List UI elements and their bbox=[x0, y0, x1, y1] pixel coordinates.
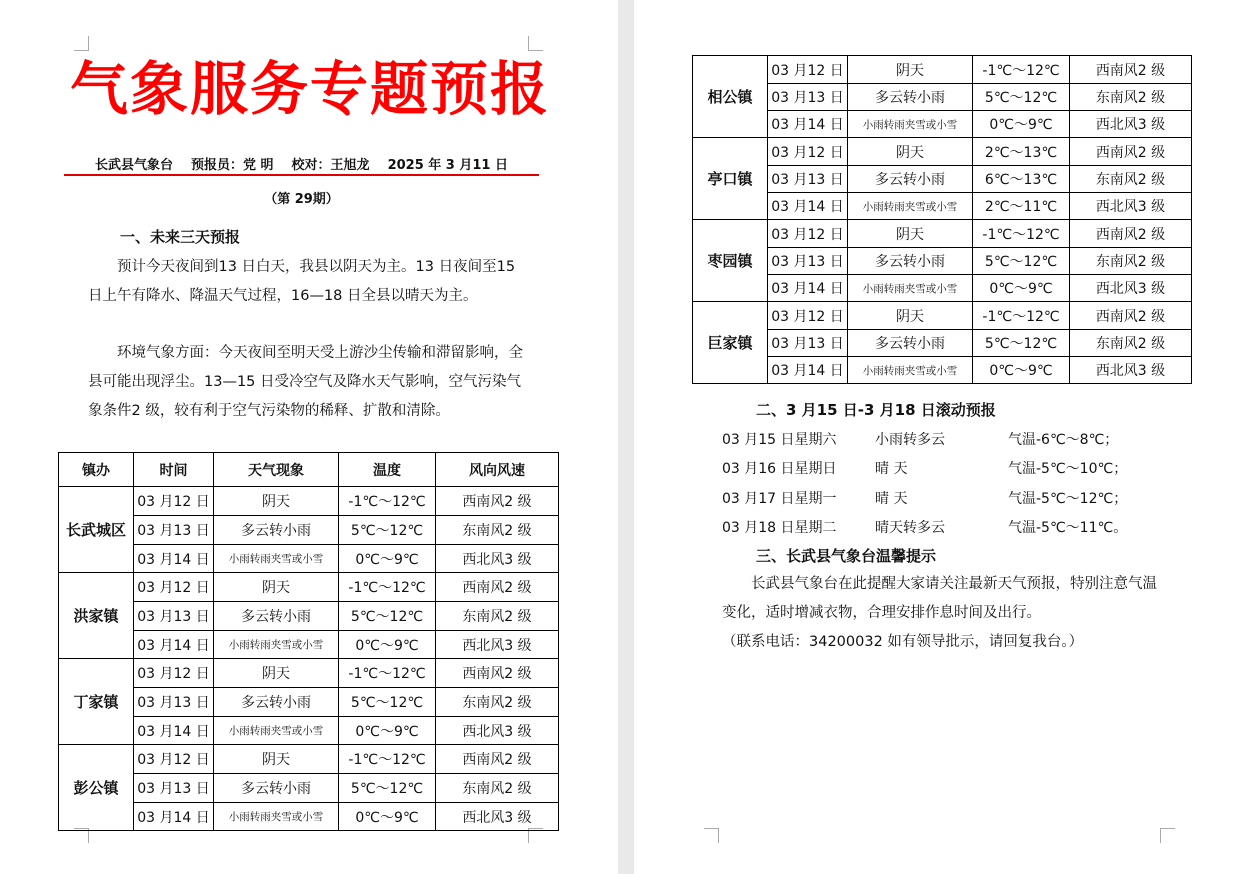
outlook-weather: 晴 天 bbox=[875, 491, 908, 507]
table-row bbox=[693, 193, 1192, 220]
meta-forecaster: 预报员：党 明 bbox=[191, 158, 274, 173]
cell-weather: 小雨转雨夹雪或小雪 bbox=[214, 717, 339, 745]
cell-temp: -1℃～12℃ bbox=[339, 487, 436, 516]
cell-date: 03 月14 日 bbox=[134, 545, 214, 573]
table-row bbox=[693, 220, 1192, 248]
cell-wind: 西北风3 级 bbox=[436, 717, 559, 745]
cell-temp: 5℃～12℃ bbox=[973, 248, 1070, 275]
meta-date: 2025 年 3 月11 日 bbox=[387, 158, 508, 173]
cell-date: 03 月13 日 bbox=[768, 166, 848, 193]
cell-temp: 2℃～13℃ bbox=[973, 138, 1070, 166]
cell-date: 03 月14 日 bbox=[134, 803, 214, 831]
section1-heading: 一、未来三天预报 bbox=[120, 228, 241, 246]
header-weather: 天气现象 bbox=[214, 453, 339, 487]
cell-wind: 西南风2 级 bbox=[1070, 302, 1192, 330]
town-name: 长武城区 bbox=[59, 487, 134, 573]
cell-wind: 西南风2 级 bbox=[436, 745, 559, 774]
cell-temp: -1℃～12℃ bbox=[339, 659, 436, 688]
forecast-table-left bbox=[58, 452, 559, 831]
cell-wind: 东南风2 级 bbox=[1070, 248, 1192, 275]
cell-temp: -1℃～12℃ bbox=[339, 745, 436, 774]
table-row bbox=[59, 688, 559, 717]
cell-temp: -1℃～12℃ bbox=[973, 56, 1070, 84]
margin-mark bbox=[1160, 828, 1175, 843]
cell-temp: 0℃～9℃ bbox=[973, 357, 1070, 384]
meta-org: 长武县气象台 bbox=[95, 158, 174, 173]
cell-temp: 5℃～12℃ bbox=[973, 330, 1070, 357]
cell-weather: 阴天 bbox=[848, 138, 973, 166]
cell-date: 03 月14 日 bbox=[134, 717, 214, 745]
table-row bbox=[693, 248, 1192, 275]
page-left bbox=[0, 0, 618, 874]
cell-weather: 多云转小雨 bbox=[848, 166, 973, 193]
outlook-weather: 晴 天 bbox=[875, 461, 908, 477]
table-row bbox=[59, 602, 559, 631]
table-row bbox=[693, 330, 1192, 357]
cell-wind: 西南风2 级 bbox=[1070, 138, 1192, 166]
table-row bbox=[59, 487, 559, 516]
cell-wind: 东南风2 级 bbox=[436, 688, 559, 717]
outlook-temp: 气温-5℃～10℃； bbox=[1008, 461, 1128, 477]
town-name: 丁家镇 bbox=[59, 659, 134, 745]
cell-weather: 阴天 bbox=[214, 487, 339, 516]
table-row bbox=[59, 573, 559, 602]
outlook-row bbox=[722, 429, 1192, 449]
cell-weather: 多云转小雨 bbox=[848, 248, 973, 275]
header-divider bbox=[64, 174, 539, 176]
table-row bbox=[59, 545, 559, 573]
cell-date: 03 月14 日 bbox=[768, 275, 848, 302]
cell-weather: 多云转小雨 bbox=[848, 84, 973, 111]
table-row bbox=[59, 774, 559, 803]
town-name: 枣园镇 bbox=[693, 220, 768, 302]
report-meta bbox=[64, 154, 539, 174]
header-temp: 温度 bbox=[339, 453, 436, 487]
outlook-date: 03 月18 日星期二 bbox=[722, 520, 837, 536]
cell-wind: 西南风2 级 bbox=[436, 573, 559, 602]
table-row bbox=[59, 717, 559, 745]
contact-line: （联系电话：34200032 如有领导批示，请回复我台。） bbox=[722, 634, 1084, 650]
header-wind: 风向风速 bbox=[436, 453, 559, 487]
outlook-row bbox=[722, 517, 1192, 537]
table-row bbox=[59, 631, 559, 659]
cell-wind: 西北风3 级 bbox=[1070, 111, 1192, 138]
cell-weather: 小雨转雨夹雪或小雪 bbox=[848, 111, 973, 138]
outlook-row bbox=[722, 488, 1192, 508]
table-header-row bbox=[59, 453, 559, 487]
outlook-weather: 晴天转多云 bbox=[875, 520, 945, 536]
cell-temp: 5℃～12℃ bbox=[339, 516, 436, 545]
town-name: 彭公镇 bbox=[59, 745, 134, 831]
outlook-weather: 小雨转多云 bbox=[875, 432, 945, 448]
section1-paragraph: 预计今天夜间到13 日白天，我县以阴天为主。13 日夜间至15 日上午有降水、降温天气过程，16—18 日全县以晴天为主。 bbox=[88, 259, 516, 304]
cell-date: 03 月14 日 bbox=[768, 111, 848, 138]
cell-weather: 小雨转雨夹雪或小雪 bbox=[214, 545, 339, 573]
table-row bbox=[693, 357, 1192, 384]
cell-weather: 阴天 bbox=[214, 745, 339, 774]
report-title: 气象服务专题预报 bbox=[69, 55, 550, 123]
cell-weather: 多云转小雨 bbox=[848, 330, 973, 357]
table-row bbox=[693, 302, 1192, 330]
cell-wind: 西南风2 级 bbox=[436, 487, 559, 516]
town-name: 洪家镇 bbox=[59, 573, 134, 659]
cell-temp: 5℃～12℃ bbox=[339, 774, 436, 803]
table-row bbox=[693, 275, 1192, 302]
cell-date: 03 月12 日 bbox=[768, 138, 848, 166]
outlook-date: 03 月17 日星期一 bbox=[722, 491, 837, 507]
table-row bbox=[693, 111, 1192, 138]
meta-checker: 校对：王旭龙 bbox=[291, 158, 370, 173]
cell-wind: 西南风2 级 bbox=[1070, 56, 1192, 84]
cell-temp: -1℃～12℃ bbox=[973, 220, 1070, 248]
cell-date: 03 月12 日 bbox=[768, 56, 848, 84]
town-name: 相公镇 bbox=[693, 56, 768, 138]
cell-date: 03 月12 日 bbox=[134, 573, 214, 602]
cell-wind: 西北风3 级 bbox=[1070, 275, 1192, 302]
cell-wind: 西北风3 级 bbox=[436, 803, 559, 831]
town-name: 亭口镇 bbox=[693, 138, 768, 220]
cell-weather: 阴天 bbox=[848, 56, 973, 84]
cell-temp: -1℃～12℃ bbox=[339, 573, 436, 602]
cell-weather: 小雨转雨夹雪或小雪 bbox=[848, 275, 973, 302]
table-row bbox=[693, 56, 1192, 84]
margin-mark bbox=[704, 828, 719, 843]
cell-date: 03 月13 日 bbox=[134, 774, 214, 803]
table-row bbox=[693, 84, 1192, 111]
cell-temp: 6℃～13℃ bbox=[973, 166, 1070, 193]
outlook-temp: 气温-5℃～11℃。 bbox=[1008, 520, 1128, 536]
town-name: 巨家镇 bbox=[693, 302, 768, 384]
cell-date: 03 月14 日 bbox=[134, 631, 214, 659]
cell-date: 03 月12 日 bbox=[134, 487, 214, 516]
outlook-temp: 气温-6℃～8℃； bbox=[1008, 432, 1119, 448]
outlook-date: 03 月15 日星期六 bbox=[722, 432, 837, 448]
outlook-row bbox=[722, 458, 1192, 478]
cell-temp: 0℃～9℃ bbox=[339, 631, 436, 659]
cell-wind: 东南风2 级 bbox=[436, 516, 559, 545]
cell-date: 03 月13 日 bbox=[768, 330, 848, 357]
cell-wind: 东南风2 级 bbox=[436, 774, 559, 803]
cell-weather: 阴天 bbox=[848, 220, 973, 248]
forecast-table-right bbox=[692, 55, 1192, 384]
cell-wind: 东南风2 级 bbox=[1070, 166, 1192, 193]
outlook-date: 03 月16 日星期日 bbox=[722, 461, 837, 477]
table-row bbox=[59, 516, 559, 545]
table-row bbox=[59, 745, 559, 774]
cell-date: 03 月13 日 bbox=[134, 688, 214, 717]
cell-date: 03 月12 日 bbox=[768, 220, 848, 248]
cell-weather: 阴天 bbox=[848, 302, 973, 330]
cell-weather: 多云转小雨 bbox=[214, 602, 339, 631]
cell-date: 03 月13 日 bbox=[768, 84, 848, 111]
cell-date: 03 月12 日 bbox=[768, 302, 848, 330]
table-row bbox=[59, 803, 559, 831]
cell-temp: 0℃～9℃ bbox=[339, 717, 436, 745]
table-row bbox=[693, 166, 1192, 193]
cell-temp: 2℃～11℃ bbox=[973, 193, 1070, 220]
cell-date: 03 月12 日 bbox=[134, 659, 214, 688]
cell-temp: 5℃～12℃ bbox=[339, 602, 436, 631]
cell-wind: 西北风3 级 bbox=[436, 631, 559, 659]
cell-date: 03 月12 日 bbox=[134, 745, 214, 774]
cell-temp: 0℃～9℃ bbox=[339, 545, 436, 573]
section3-heading: 三、长武县气象台温馨提示 bbox=[756, 547, 937, 565]
cell-weather: 小雨转雨夹雪或小雪 bbox=[214, 631, 339, 659]
table-row bbox=[59, 659, 559, 688]
table-row bbox=[693, 138, 1192, 166]
cell-wind: 西南风2 级 bbox=[436, 659, 559, 688]
cell-wind: 东南风2 级 bbox=[436, 602, 559, 631]
cell-weather: 小雨转雨夹雪或小雪 bbox=[848, 193, 973, 220]
cell-date: 03 月14 日 bbox=[768, 193, 848, 220]
header-date: 时间 bbox=[134, 453, 214, 487]
cell-weather: 多云转小雨 bbox=[214, 516, 339, 545]
cell-temp: 5℃～12℃ bbox=[339, 688, 436, 717]
issue-number: （第 29期） bbox=[264, 192, 339, 207]
cell-wind: 西北风3 级 bbox=[436, 545, 559, 573]
cell-weather: 阴天 bbox=[214, 573, 339, 602]
cell-weather: 多云转小雨 bbox=[214, 688, 339, 717]
cell-date: 03 月14 日 bbox=[768, 357, 848, 384]
cell-temp: 5℃～12℃ bbox=[973, 84, 1070, 111]
cell-date: 03 月13 日 bbox=[134, 516, 214, 545]
cell-weather: 小雨转雨夹雪或小雪 bbox=[214, 803, 339, 831]
cell-temp: 0℃～9℃ bbox=[973, 275, 1070, 302]
cell-weather: 多云转小雨 bbox=[214, 774, 339, 803]
cell-temp: 0℃～9℃ bbox=[973, 111, 1070, 138]
reminder-paragraph: 长武县气象台在此提醒大家请关注最新天气预报，特别注意气温变化，适时增减衣物，合理安排作息时间及出行。 bbox=[722, 576, 1157, 621]
cell-weather: 阴天 bbox=[214, 659, 339, 688]
cell-date: 03 月13 日 bbox=[768, 248, 848, 275]
cell-wind: 东南风2 级 bbox=[1070, 330, 1192, 357]
cell-wind: 西南风2 级 bbox=[1070, 220, 1192, 248]
section2-heading: 二、3 月15 日-3 月18 日滚动预报 bbox=[756, 401, 996, 419]
cell-wind: 东南风2 级 bbox=[1070, 84, 1192, 111]
environment-paragraph: 环境气象方面：今天夜间至明天受上游沙尘传输和滞留影响，全县可能出现浮尘。13—15 日受冷空气及降水天气影响，空气污染气象条件2 级，较有利于空气污染物的稀释、扩散和清除。 bbox=[88, 345, 523, 419]
cell-weather: 小雨转雨夹雪或小雪 bbox=[848, 357, 973, 384]
cell-temp: 0℃～9℃ bbox=[339, 803, 436, 831]
outlook-temp: 气温-5℃～12℃； bbox=[1008, 491, 1128, 507]
cell-temp: -1℃～12℃ bbox=[973, 302, 1070, 330]
cell-wind: 西北风3 级 bbox=[1070, 193, 1192, 220]
cell-wind: 西北风3 级 bbox=[1070, 357, 1192, 384]
cell-date: 03 月13 日 bbox=[134, 602, 214, 631]
header-town: 镇办 bbox=[59, 453, 134, 487]
